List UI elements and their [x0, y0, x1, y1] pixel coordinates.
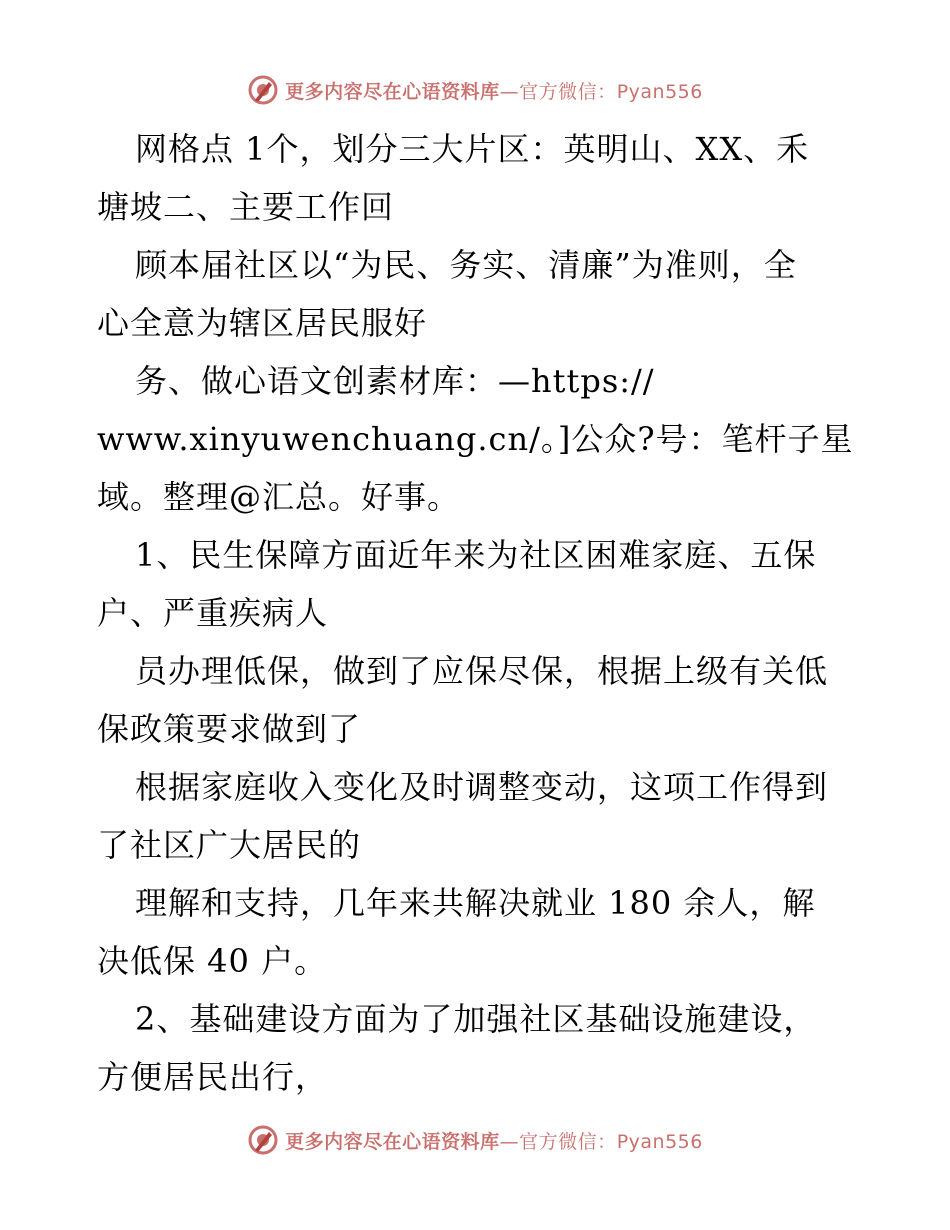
body-line: 顾本届社区以“为民、务实、清廉”为准则，全: [135, 246, 797, 284]
document-body: [97, 120, 857, 1106]
body-line: 塘坡二、主要工作回: [97, 188, 395, 226]
header-banner-main: 更多内容尽在心语资料库: [285, 80, 500, 103]
body-line: 心全意为辖区居民服好: [97, 304, 428, 342]
body-line: 网格点 1个，划分三大片区：英明山、XX、禾: [135, 130, 810, 168]
body-line: 务、做心语文创素材库：—https://: [135, 362, 655, 400]
body-line: 员办理低保，做到了应保尽保，根据上级有关低: [135, 652, 829, 690]
body-line: 决低保 40 户。: [97, 942, 328, 980]
logo-icon: [247, 1124, 279, 1156]
header-banner: [0, 70, 950, 110]
body-line: 了社区广大居民的: [97, 826, 362, 864]
footer-banner-main: 更多内容尽在心语资料库: [285, 1130, 500, 1153]
header-banner-sep: —: [499, 80, 520, 103]
body-line: 方便居民出行，: [97, 1058, 329, 1096]
body-line: 保政策要求做到了: [97, 710, 362, 748]
body-line: 根据家庭收入变化及时调整变动，这项工作得到: [135, 768, 829, 806]
logo-icon: [247, 74, 279, 106]
header-banner-text: [285, 77, 703, 104]
header-banner-wechat-label: 官方微信：: [519, 80, 617, 103]
footer-banner-sep: —: [499, 1130, 520, 1153]
header-banner-wechat-id: Pyan556: [616, 80, 703, 103]
footer-banner-wechat-label: 官方微信：: [519, 1130, 617, 1153]
body-line: 域。整理@汇总。好事。: [97, 478, 461, 516]
body-line: 理解和支持，几年来共解决就业 180 余人，解: [135, 884, 816, 922]
body-line: 2、基础建设方面为了加强社区基础设施建设，: [135, 1000, 817, 1038]
body-line: 户、严重疾病人: [97, 594, 329, 632]
footer-banner-text: [285, 1127, 703, 1154]
body-line: www.xinyuwenchuang.cn/。]公众?号：笔杆子星: [97, 420, 854, 458]
body-line: 1、民生保障方面近年来为社区困难家庭、五保: [135, 536, 817, 574]
footer-banner: [0, 1120, 950, 1160]
footer-banner-wechat-id: Pyan556: [616, 1130, 703, 1153]
